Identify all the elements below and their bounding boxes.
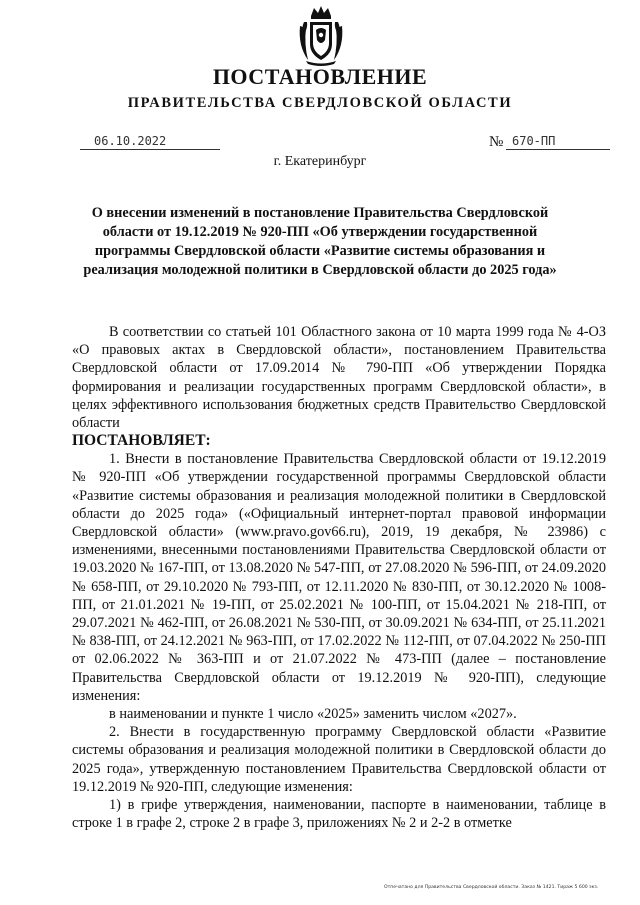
city: г. Екатеринбург [273, 154, 367, 169]
document-heading: О внесении изменений в постановление Правительства Свердловской области от 19.12.2019 № 920-ПП «Об утверждении государственной программы Свердловской области «Развитие системы образования и реализация молодежной политики в Свердловской области до 2025 года» [83, 205, 557, 278]
preamble-paragraph: В соответствии со статьей 101 Областного закона от 10 марта 1999 года № 4-ОЗ «О правовых актах в Свердловской области», постановлением Правительства Свердловской области от 17.09.2014 № 790-ПП «Об утверждении Порядка формирования и реализации государственных программ Свердловской области», в целях эффективного использования бюджетных средств Правительство Свердловской области [72, 324, 606, 432]
coat-of-arms-icon [296, 6, 346, 66]
document-number: 670-ПП [506, 134, 610, 150]
document-type-title: ПОСТАНОВЛЕНИЕ [212, 64, 428, 89]
issuer-subtitle: ПРАВИТЕЛЬСТВА СВЕРДЛОВСКОЙ ОБЛАСТИ [127, 95, 513, 111]
item-2-1-paragraph: 1) в грифе утверждения, наименовании, паспорте в наименовании, таблице в строке 1 в графе 2, строке 2 в графе 3, приложениях № 2 и 2-2 в отметке [72, 797, 606, 832]
number-label: № [489, 134, 504, 150]
item-1-change-paragraph: в наименовании и пункте 1 число «2025» заменить числом «2027». [109, 706, 517, 723]
print-footer: Отпечатано для Правительства Свердловской области. Заказ № 1421. Тираж 5 600 экз. [384, 885, 599, 890]
document-date: 06.10.2022 [80, 134, 220, 150]
document-body [72, 323, 606, 832]
decree-word: ПОСТАНОВЛЯЕТ: [72, 432, 211, 450]
item-2-paragraph: 2. Внести в государственную программу Свердловской области «Развитие системы образования и реализация молодежной политики в Свердловской области до 2025 года», утвержденную постановлением Правительства Свердловской области от 19.12.2019 № 920-ПП, следующие изменения: [72, 724, 606, 795]
item-1-paragraph: 1. Внести в постановление Правительства Свердловской области от 19.12.2019 № 920-ПП «Об утверждении государственной программы Свердловской области «Развитие системы образования и реализация молодежной политики в Свердловской области до 2025 года» («Официальный интернет-портал правовой информации Свердловской области» (www.pravo.gov66.ru), 2019, 19 декабря, № 23986) с изменениями, внесенными постановлениями Правительства Свердловской области от 19.03.2020 № 167-ПП, от 13.08.2020 № 547-ПП, от 27.08.2020 № 596-ПП, от 24.09.2020 № 658-ПП, от 29.10.2020 № 793-ПП, от 12.11.2020 № 830-ПП, от 30.12.2020 № 1008-ПП, от 21.01.2021 № 19-ПП, от 25.02.2021 № 100-ПП, от 15.04.2021 № 218-ПП, от 29.07.2021 № 462-ПП, от 26.08.2021 № 530-ПП, от 30.09.2021 № 634-ПП, от 25.11.2021 № 838-ПП, от 24.12.2021 № 963-ПП, от 17.02.2022 № 112-ПП, от 07.04.2022 № 250-ПП от 02.06.2022 № 363-ПП и от 21.07.2022 № 473-ПП (далее – постановление Правительства Свердловской области от 19.12.2019 № 920-ПП), следующие изменения: [72, 451, 606, 704]
